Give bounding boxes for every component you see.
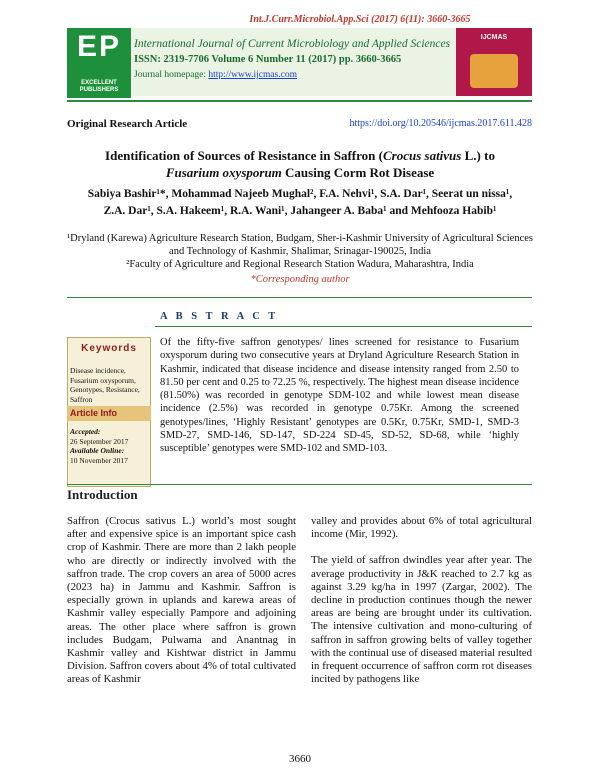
article-info-heading: Article Info (70, 408, 118, 418)
article-info-dates (70, 427, 152, 465)
accepted-date: 26 September 2017 (70, 436, 129, 446)
affiliation-1: ¹Dryland (Karewa) Agriculture Research Station, Budgam, Sher-i-Kashmir University of Agricultural Sciences and Technology of Kashmir, Shalimar, Srinagar-190025, India (67, 233, 533, 257)
body-column-left (67, 515, 296, 687)
affiliations (67, 232, 533, 271)
body-column-right (311, 515, 532, 699)
title-part-2: L.) to (461, 148, 495, 163)
intro-paragraph-3: The yield of saffron dwindles year after year. The average productivity in J&K reached to 2.7 kg as against 3.29 kg/ha in 1997 (Zargar, 2002). The decline in production continues though the newer areas are being are brought under its cultivation. The intensive cultivation and mono-culturing of saffron in saffron growing belts of valley together with the continual use of diseased material resulted in frequent occurrence of saffron corm rot diseases incited by pathogens like (311, 554, 532, 686)
available-label: Available Online: (70, 446, 125, 455)
doi-link[interactable]: https://doi.org/10.20546/ijcmas.2017.611.428 (349, 118, 532, 129)
authors-line-1: Sabiya Bashir¹*, Mohammad Najeeb Mughal², F.A. Nehvi¹, S.A. Dar¹, Seerat un nissa¹, (87, 188, 513, 200)
affiliation-2: ²Faculty of Agriculture and Regional Research Station Wadura, Maharashtra, India (126, 259, 474, 270)
keywords-list: Disease incidence, Fusarium oxysporum, Genotypes, Resistance, Saffron (70, 366, 140, 404)
journal-reference: Int.J.Curr.Microbiol.App.Sci (2017) 6(11): 3660-3665 (249, 14, 471, 25)
publisher-logo (67, 28, 131, 98)
journal-title: International Journal of Current Microbiology and Applied Sciences (134, 38, 451, 50)
corresponding-author: *Corresponding author (250, 274, 350, 285)
journal-homepage (134, 70, 297, 80)
cover-title: IJCMAS (480, 34, 508, 41)
intro-paragraph-2: valley and provides about 6% of total agricultural income (Mir, 1992). (311, 515, 532, 541)
logo-letters: EP (76, 30, 122, 63)
authors-line-2: Z.A. Dar¹, S.A. Hakeem¹, R.A. Wani¹, Jahangeer A. Baba¹ and Mehfooza Habib¹ (103, 205, 497, 217)
logo-publisher: EXCELLENT PUBLISHERS (79, 80, 119, 93)
article-type: Original Research Article (67, 118, 188, 130)
abstract-heading: A B S T R A C T (160, 311, 279, 322)
homepage-link[interactable]: http://www.ijcmas.com (208, 70, 297, 80)
journal-cover-image (456, 28, 532, 96)
header-divider (67, 100, 532, 102)
intro-paragraph-1: Saffron (Crocus sativus L.) world’s most sought after and expensive spice is an important spice cash crop of Kashmir. There are more than 2 lakh people who are directly or indirectly involved with the saffron trade. The crop covers an area of 5000 acres (2023 ha) in Jammu and Kashmir. Saffron is especially grown in uplands and karewa areas of Kashmir valley especially Pampore and adjoining areas. The other place where saffron is grown includes Budgam, Pulwama and Anantnag in Kashmir valley and Kishtwar district in Jammu Division. Saffron covers about 4% of total cultivated areas of Kashmir (67, 515, 296, 686)
page-number: 3660 (289, 753, 311, 765)
abstract-heading-rule (155, 326, 532, 327)
issn-line: ISSN: 2319-7706 Volume 6 Number 11 (2017) pp. 3660-3665 (134, 54, 402, 65)
title-species: Crocus sativus (382, 148, 462, 163)
abstract-bottom-rule (67, 484, 532, 485)
article-title (67, 147, 533, 181)
title-part-1: Identification of Sources of Resistance in Saffron ( (105, 148, 383, 163)
cover-picture (470, 54, 518, 88)
abstract-top-rule (67, 297, 532, 298)
homepage-label: Journal homepage: (134, 70, 209, 80)
accepted-label: Accepted: (70, 427, 101, 436)
title-pathogen: Fusarium oxysporum (165, 165, 282, 180)
abstract-text: Of the fifty-five saffron genotypes/ lines screened for resistance to Fusarium oxysporum during two consecutive years at Dryland Agriculture Research Station in Kashmir, indicated that disease incidence and disease intensity ranged from 2.50 to 81.50 per cent and 0.25 to 72.25 %, respectively. The highest mean disease incidence (81.50%) was recorded in genotype SDM-102 and while lowest mean disease incidence (2.5%) was recorded in genotype 0.75Kr. Among the screened genotypes/lines, ‘Highly Resistant’ genotypes are 0.5Kr, 0.75Kr, SMD-1, SMD-3 SMD-27, SMD-146, SD-147, SD-224 SD-45, SD-52, SD-68, while ‘highly susceptible’ genotypes were SMD-102 and SMD-103. (160, 337, 519, 455)
author-list (67, 186, 533, 220)
available-date: 10 November 2017 (70, 455, 128, 465)
introduction-heading: Introduction (67, 487, 138, 502)
keywords-heading: Keywords (81, 343, 137, 354)
title-part-3: Causing Corm Rot Disease (281, 165, 435, 180)
